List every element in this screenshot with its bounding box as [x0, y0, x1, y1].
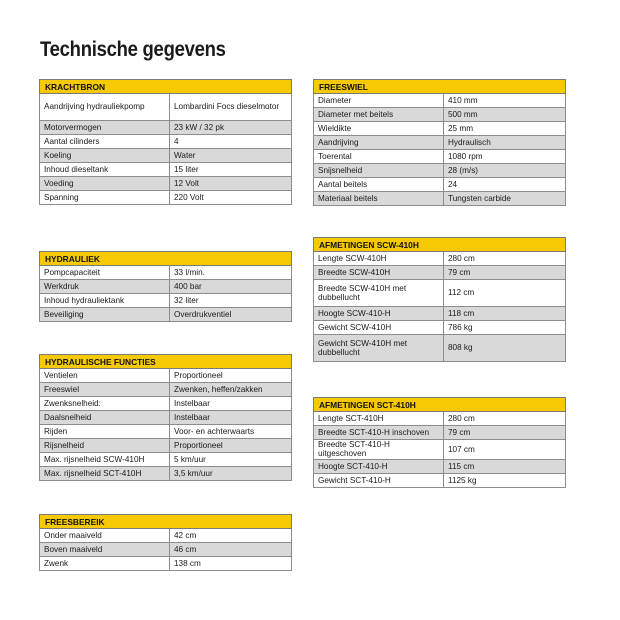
spec-value: 33 l/min. [170, 266, 292, 280]
afmetingen-sct-table [313, 397, 566, 488]
spec-label: Koeling [40, 149, 170, 163]
spec-label: Motorvermogen [40, 121, 170, 135]
spec-label: Aandrijving hydrauliekpomp [40, 94, 170, 121]
spec-label: Beveiliging [40, 308, 170, 322]
table-row [40, 543, 292, 557]
table-row [314, 473, 566, 487]
spec-value: Voor- en achterwaarts [170, 425, 292, 439]
spec-value: Zwenken, heffen/zakken [170, 383, 292, 397]
spec-label: Freeswiel [40, 383, 170, 397]
spec-value: 4 [170, 135, 292, 149]
table-row [40, 163, 292, 177]
table-row [40, 177, 292, 191]
hydraulische-functies-table [39, 354, 292, 481]
table-row [40, 411, 292, 425]
spec-value: Instelbaar [170, 411, 292, 425]
spec-value: 12 Volt [170, 177, 292, 191]
table-row [40, 308, 292, 322]
table-row [40, 266, 292, 280]
spec-value: 786 kg [444, 321, 566, 335]
spec-value: 410 mm [444, 94, 566, 108]
spec-value: 220 Volt [170, 191, 292, 205]
spec-label: Materiaal beitels [314, 192, 444, 206]
table-row [40, 191, 292, 205]
spec-label: Max. rijsnelheid SCW-410H [40, 453, 170, 467]
page-title: Technische gegevens [40, 38, 226, 61]
spec-value: 5 km/uur [170, 453, 292, 467]
spec-label: Wieldikte [314, 122, 444, 136]
table-row [314, 122, 566, 136]
spec-value: 24 [444, 178, 566, 192]
table-row [40, 369, 292, 383]
spec-label: Werkdruk [40, 280, 170, 294]
spec-value: Hydraulisch [444, 136, 566, 150]
table-row [314, 266, 566, 280]
table-heading: FREESWIEL [314, 80, 566, 94]
table-heading: HYDRAULISCHE FUNCTIES [40, 355, 292, 369]
hydrauliek-table [39, 251, 292, 322]
table-row [40, 121, 292, 135]
table-row [40, 425, 292, 439]
table-row [40, 94, 292, 121]
spec-value: Lombardini Focs dieselmotor [170, 94, 292, 121]
table-row [314, 150, 566, 164]
table-row [314, 459, 566, 473]
table-row [314, 178, 566, 192]
spec-label: Zwenksnelheid: [40, 397, 170, 411]
spec-label: Breedte SCW-410H met dubbellucht [314, 280, 444, 307]
table-row [314, 192, 566, 206]
spec-value: 28 (m/s) [444, 164, 566, 178]
spec-label: Spanning [40, 191, 170, 205]
spec-value: 3,5 km/uur [170, 467, 292, 481]
krachtbron-table [39, 79, 292, 205]
spec-label: Diameter [314, 94, 444, 108]
table-row [314, 94, 566, 108]
spec-label: Snijsnelheid [314, 164, 444, 178]
table-row [314, 335, 566, 362]
table-row [314, 136, 566, 150]
table-row [314, 321, 566, 335]
table-row [314, 307, 566, 321]
spec-value: 79 cm [444, 266, 566, 280]
spec-value: 280 cm [444, 252, 566, 266]
table-row [40, 135, 292, 149]
spec-value: 46 cm [170, 543, 292, 557]
spec-label: Rijsnelheid [40, 439, 170, 453]
spec-value: Proportioneel [170, 439, 292, 453]
table-heading: KRACHTBRON [40, 80, 292, 94]
table-row [40, 439, 292, 453]
table-row [40, 529, 292, 543]
spec-value: 32 liter [170, 294, 292, 308]
spec-label: Breedte SCT-410-H inschoven [314, 426, 444, 440]
spec-label: Gewicht SCW-410H [314, 321, 444, 335]
freesbereik-table [39, 514, 292, 571]
spec-label: Gewicht SCW-410H met dubbellucht [314, 335, 444, 362]
spec-value: 23 kW / 32 pk [170, 121, 292, 135]
spec-value: 79 cm [444, 426, 566, 440]
spec-label: Rijden [40, 425, 170, 439]
table-row [314, 280, 566, 307]
spec-value: 118 cm [444, 307, 566, 321]
spec-label: Inhoud hydrauliektank [40, 294, 170, 308]
table-heading: AFMETINGEN SCT-410H [314, 398, 566, 412]
table-heading: FREESBEREIK [40, 515, 292, 529]
spec-label: Ventielen [40, 369, 170, 383]
spec-label: Daalsnelheid [40, 411, 170, 425]
spec-value: 115 cm [444, 459, 566, 473]
spec-value: 400 bar [170, 280, 292, 294]
freeswiel-table [313, 79, 566, 206]
table-row [314, 108, 566, 122]
table-row [40, 149, 292, 163]
spec-value: 15 liter [170, 163, 292, 177]
spec-value: 1080 rpm [444, 150, 566, 164]
spec-value: 138 cm [170, 557, 292, 571]
spec-label: Pompcapaciteit [40, 266, 170, 280]
table-row [40, 383, 292, 397]
spec-label: Lengte SCW-410H [314, 252, 444, 266]
spec-value: Tungsten carbide [444, 192, 566, 206]
table-row [314, 412, 566, 426]
spec-value: 280 cm [444, 412, 566, 426]
table-row [40, 294, 292, 308]
spec-value: 25 mm [444, 122, 566, 136]
spec-value: Proportioneel [170, 369, 292, 383]
spec-label: Breedte SCT-410-H uitgeschoven [314, 440, 444, 460]
table-row [314, 440, 566, 460]
table-row [40, 453, 292, 467]
spec-value: 500 mm [444, 108, 566, 122]
table-heading: AFMETINGEN SCW-410H [314, 238, 566, 252]
table-row [40, 557, 292, 571]
spec-value: 112 cm [444, 280, 566, 307]
spec-label: Aandrijving [314, 136, 444, 150]
spec-value: 42 cm [170, 529, 292, 543]
spec-label: Zwenk [40, 557, 170, 571]
table-row [314, 164, 566, 178]
spec-label: Onder maaiveld [40, 529, 170, 543]
table-row [314, 252, 566, 266]
spec-label: Lengte SCT-410H [314, 412, 444, 426]
spec-label: Toerental [314, 150, 444, 164]
spec-value: Instelbaar [170, 397, 292, 411]
table-row [40, 280, 292, 294]
spec-label: Hoogte SCT-410-H [314, 459, 444, 473]
spec-label: Inhoud dieseltank [40, 163, 170, 177]
spec-value: 1125 kg [444, 473, 566, 487]
afmetingen-scw-table [313, 237, 566, 362]
spec-label: Gewicht SCT-410-H [314, 473, 444, 487]
spec-label: Diameter met beitels [314, 108, 444, 122]
spec-value: 808 kg [444, 335, 566, 362]
table-row [40, 397, 292, 411]
table-row [314, 426, 566, 440]
table-heading: HYDRAULIEK [40, 252, 292, 266]
spec-label: Aantal cilinders [40, 135, 170, 149]
table-row [40, 467, 292, 481]
spec-label: Boven maaiveld [40, 543, 170, 557]
spec-label: Voeding [40, 177, 170, 191]
spec-label: Breedte SCW-410H [314, 266, 444, 280]
spec-value: Overdrukventiel [170, 308, 292, 322]
spec-value: Water [170, 149, 292, 163]
spec-label: Aantal beitels [314, 178, 444, 192]
spec-label: Max. rijsnelheid SCT-410H [40, 467, 170, 481]
spec-label: Hoogte SCW-410-H [314, 307, 444, 321]
spec-value: 107 cm [444, 440, 566, 460]
